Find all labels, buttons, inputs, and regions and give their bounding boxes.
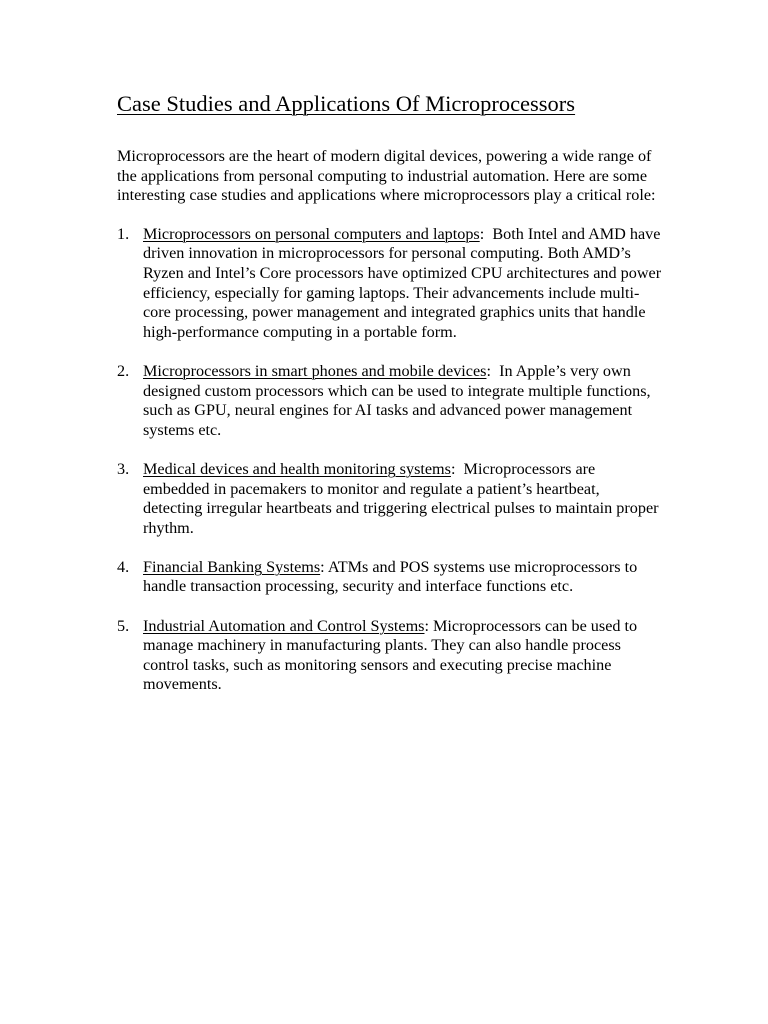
- document-title: Case Studies and Applications Of Microprocessors: [117, 91, 576, 116]
- list-item: [117, 225, 662, 343]
- application-list: [117, 225, 662, 695]
- list-item-separator: :: [424, 616, 434, 635]
- list-item-number: 5.: [117, 616, 130, 635]
- list-item: [117, 558, 662, 597]
- list-item: [117, 460, 662, 538]
- list-item-separator: :: [450, 459, 464, 478]
- list-item-body: In Apple’s very own designed custom processors which can be used to integrate multiple functions, such as GPU, neural engines for AI tasks and advanced power management systems etc.: [143, 361, 651, 439]
- list-item-number: 2.: [117, 361, 130, 380]
- document-page: [117, 90, 662, 715]
- list-item-number: 3.: [117, 459, 130, 478]
- list-item-heading: Industrial Automation and Control Systems: [143, 616, 425, 635]
- list-item-separator: :: [479, 224, 493, 243]
- list-item-heading: Medical devices and health monitoring systems: [143, 459, 451, 478]
- list-item-heading: Financial Banking Systems: [143, 557, 321, 576]
- list-item-body: Microprocessors are embedded in pacemakers to monitor and regulate a patient’s heartbeat, detecting irregular heartbeats and triggering electrical pulses to maintain proper rhythm.: [143, 459, 659, 537]
- list-item-body: Microprocessors can be used to manage machinery in manufacturing plants. They can also handle process control tasks, such as monitoring sensors and executing precise machine movements.: [143, 616, 638, 694]
- list-item-body: ATMs and POS systems use microprocessors to handle transaction processing, security and interface functions etc.: [143, 557, 638, 596]
- list-item-number: 1.: [117, 224, 130, 243]
- intro-paragraph: Microprocessors are the heart of modern digital devices, powering a wide range of the applications from personal computing to industrial automation. Here are some interesting case studies and applications where microprocessors play a critical role:: [117, 147, 656, 205]
- list-item-separator: :: [486, 361, 500, 380]
- list-item: [117, 362, 662, 440]
- list-item: [117, 617, 662, 695]
- list-item-heading: Microprocessors in smart phones and mobile devices: [143, 361, 487, 380]
- list-item-body: Both Intel and AMD have driven innovation in microprocessors for personal computing. Both AMD’s Ryzen and Intel’s Core processors have optimized CPU architectures and power efficiency, especially for gaming laptops. Their advancements include multi- core processing, power management and integrated graphics units that handle high-performance computing in a portable form.: [143, 224, 662, 341]
- list-item-separator: :: [320, 557, 328, 576]
- list-item-heading: Microprocessors on personal computers and laptops: [143, 224, 480, 243]
- list-item-number: 4.: [117, 557, 130, 576]
